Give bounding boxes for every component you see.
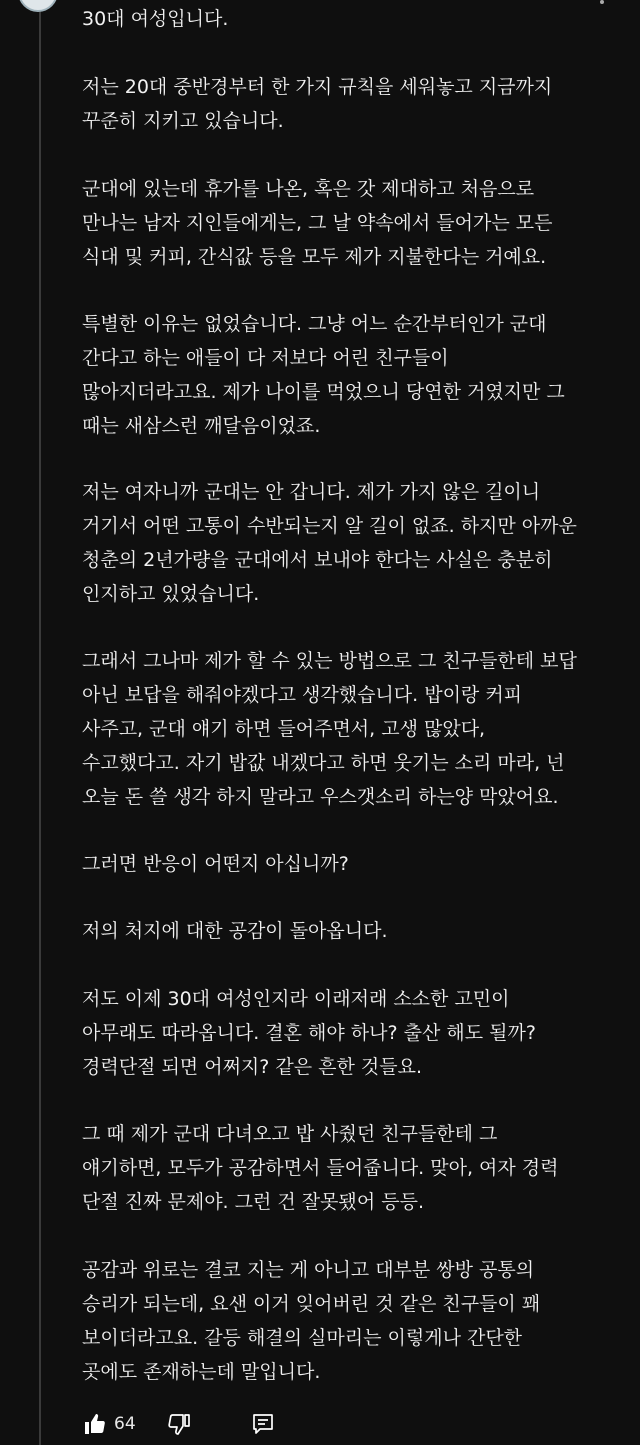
comment-line: 30대 여성입니다.: [82, 8, 229, 30]
comment-line: 단절 진짜 문제야. 그런 건 잘못됐어 등등.: [82, 1191, 424, 1213]
paragraph-7: [82, 847, 349, 881]
comment-line: 수고했다고. 자기 밥값 내겠다고 하면 웃기는 소리 마라, 넌: [82, 752, 565, 774]
comment-line: 꾸준히 지키고 있습니다.: [82, 110, 284, 132]
comment-line: 아무래도 따라옵니다. 결혼 해야 하나? 출산 해도 될까?: [82, 1022, 536, 1044]
comment-line: 청춘의 2년가량을 군대에서 보내야 한다는 사실은 충분히: [82, 549, 553, 571]
comment-line: 얘기하면, 모두가 공감하면서 들어줍니다. 맞아, 여자 경력: [82, 1157, 559, 1179]
paragraph-2: [82, 70, 552, 138]
paragraph-10: [82, 1117, 559, 1219]
paragraph-8: [82, 914, 388, 948]
comment-line: 저의 처지에 대한 공감이 돌아옵니다.: [82, 920, 388, 942]
like-button[interactable]: [82, 1411, 108, 1437]
comment-line: 저도 이제 30대 여성인지라 이래저래 소소한 고민이: [82, 988, 510, 1010]
comment-line: 오늘 돈 쓸 생각 하지 말라고 우스갯소리 하는양 막았어요.: [82, 786, 559, 808]
paragraph-4: [82, 307, 565, 443]
comment-line: 많아지더라고요. 제가 나이를 먹었으니 당연한 거였지만 그: [82, 381, 565, 403]
thread-line: [39, 0, 41, 1445]
comment-line: 저는 여자니까 군대는 안 갑니다. 제가 가지 않은 길이니: [82, 481, 541, 503]
comment-line: 사주고, 군대 얘기 하면 들어주면서, 고생 많았다,: [82, 718, 486, 740]
reply-comment-icon: [251, 1412, 275, 1436]
paragraph-3: [82, 172, 552, 274]
reply-button[interactable]: [250, 1411, 276, 1437]
comment-line: 보이더라고요. 갈등 해결의 실마리는 이렇게나 간단한: [82, 1327, 523, 1349]
comment-line: 공감과 위로는 결코 지는 게 아니고 대부분 쌍방 공통의: [82, 1259, 535, 1281]
paragraph-5: [82, 475, 577, 611]
dislike-button[interactable]: [166, 1411, 192, 1437]
comment-line: 군대에 있는데 휴가를 나온, 혹은 갓 제대하고 처음으로: [82, 178, 535, 200]
comment-line: 때는 새삼스런 깨달음이었죠.: [82, 415, 321, 437]
comment-line: 곳에도 존재하는데 말입니다.: [82, 1361, 321, 1383]
comment-line: 그래서 그나마 제가 할 수 있는 방법으로 그 친구들한테 보답: [82, 650, 577, 672]
comment-line: 그러면 반응이 어떤지 아십니까?: [82, 853, 349, 875]
paragraph-11: [82, 1253, 540, 1389]
paragraph-1: [82, 2, 228, 36]
paragraph-6: [82, 644, 577, 814]
comment-line: 승리가 되는데, 요샌 이거 잊어버린 것 같은 친구들이 꽤: [82, 1293, 541, 1315]
like-count: 64: [114, 1414, 136, 1434]
comment-line: 식대 및 커피, 간식값 등을 모두 제가 지불한다는 거예요.: [82, 246, 547, 268]
comment-line: 인지하고 있었습니다.: [82, 583, 260, 605]
comment-line: 그 때 제가 군대 다녀오고 밥 사줬던 친구들한테 그: [82, 1123, 498, 1145]
more-options-icon[interactable]: [600, 0, 604, 4]
paragraph-9: [82, 982, 536, 1084]
comment-actions: [82, 1406, 276, 1442]
avatar[interactable]: [18, 0, 58, 12]
comment-line: 저는 20대 중반경부터 한 가지 규칙을 세워놓고 지금까지: [82, 76, 553, 98]
comment-line: 아닌 보답을 해줘야겠다고 생각했습니다. 밥이랑 커피: [82, 684, 523, 706]
thumbs-up-icon: [83, 1412, 107, 1436]
thumbs-down-icon: [167, 1412, 191, 1436]
comment-line: 만나는 남자 지인들에게는, 그 날 약속에서 들어가는 모든: [82, 212, 553, 234]
comment-line: 경력단절 되면 어쩌지? 같은 흔한 것들요.: [82, 1056, 422, 1078]
comment-line: 특별한 이유는 없었습니다. 그냥 어느 순간부터인가 군대: [82, 313, 547, 335]
comment-line: 간다고 하는 애들이 다 저보다 어린 친구들이: [82, 347, 449, 369]
comment-line: 거기서 어떤 고통이 수반되는지 알 길이 없죠. 하지만 아까운: [82, 515, 577, 537]
